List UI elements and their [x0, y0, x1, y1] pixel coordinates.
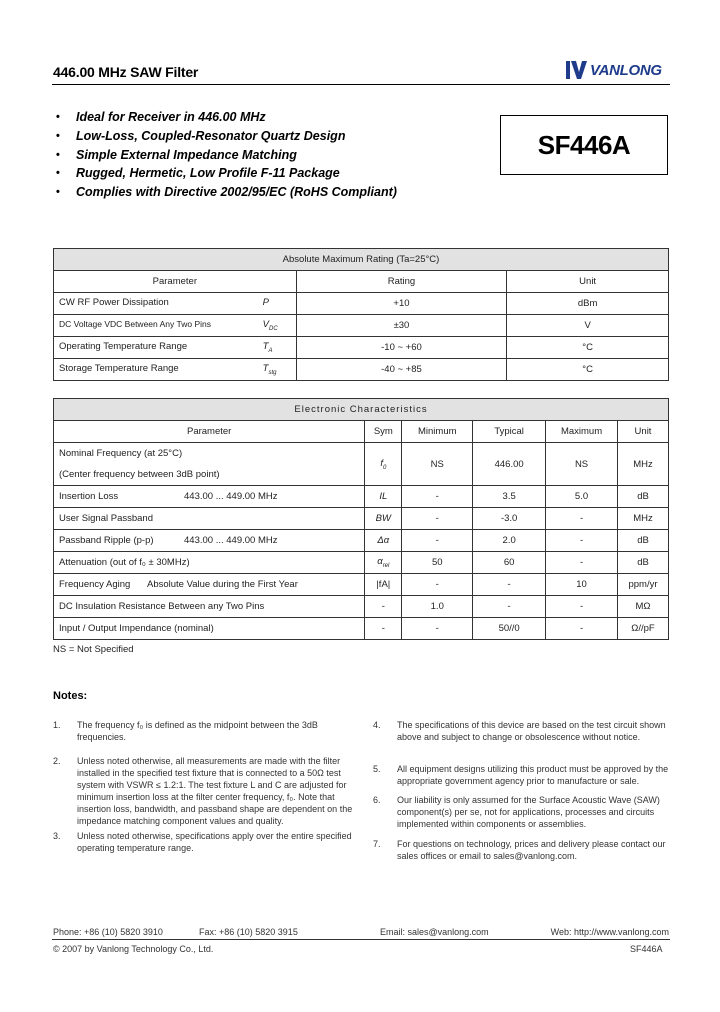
symbol: P	[262, 297, 269, 309]
maximum-value: -	[546, 596, 618, 618]
part-number-box: SF446A	[500, 115, 668, 175]
vanlong-logo-icon	[566, 61, 588, 79]
unit: dB	[618, 486, 669, 508]
bullet-icon: •	[56, 111, 60, 123]
symbol: $T_A$	[262, 341, 273, 354]
typical-value: 50//0	[473, 618, 546, 640]
notes-heading: Notes:	[53, 690, 88, 702]
copyright: © 2007 by Vanlong Technology Co., Ltd.	[53, 944, 214, 954]
typical-value: -3.0	[473, 508, 546, 530]
symbol: -	[365, 618, 402, 640]
maximum-value: -	[546, 618, 618, 640]
maximum-value: -	[546, 530, 618, 552]
ns-footnote: NS = Not Specified	[53, 644, 134, 655]
rating-value: ±30	[296, 315, 507, 337]
column-header: Sym	[365, 421, 402, 443]
feature-item: • Simple External Impedance Matching	[56, 147, 297, 162]
minimum-value: -	[402, 618, 473, 640]
table-row	[54, 293, 669, 315]
bullet-icon: •	[56, 129, 60, 142]
symbol: $T_{stg}$	[262, 363, 277, 376]
parameter-name: CW RF Power Dissipation	[59, 297, 169, 309]
rating-value: -40 ~ +85	[296, 359, 507, 381]
parameter-name: Passband Ripple (p-p)	[59, 535, 154, 546]
column-header: Maximum	[546, 421, 618, 443]
column-header: Rating	[296, 271, 507, 293]
unit: MHz	[618, 443, 669, 486]
table-title: Absolute Maximum Rating (Ta=25°C)	[54, 249, 669, 271]
table-row	[54, 574, 669, 596]
feature-list	[53, 108, 397, 202]
unit: MHz	[618, 508, 669, 530]
symbol: BW	[365, 508, 402, 530]
symbol: IL	[365, 486, 402, 508]
table-row	[54, 552, 669, 574]
table-header-row	[54, 421, 669, 443]
unit: MΩ	[618, 596, 669, 618]
parameter-name: Insertion Loss	[59, 491, 119, 502]
typical-value: -	[473, 596, 546, 618]
column-header: Typical	[473, 421, 546, 443]
minimum-value: -	[402, 486, 473, 508]
brand-logo	[566, 59, 662, 81]
parameter-name: Nominal Frequency (at 25°C)	[59, 448, 183, 459]
table-row	[54, 530, 669, 552]
feature-item: • Low-Loss, Coupled-Resonator Quartz Design	[56, 128, 346, 143]
maximum-value: 10	[546, 574, 618, 596]
feature-item: • Ideal for Receiver in 446.00 MHz	[56, 110, 266, 124]
bullet-icon: •	[56, 148, 60, 161]
column-header: Unit	[618, 421, 669, 443]
minimum-value: -	[402, 508, 473, 530]
parameter-name: DC Voltage VDC Between Any Two Pins	[59, 319, 211, 330]
minimum-value: 50	[402, 552, 473, 574]
symbol: |fA|	[365, 574, 402, 596]
unit: dBm	[507, 293, 669, 315]
footer-divider	[52, 939, 670, 940]
footer-part-number: SF446A	[630, 944, 663, 954]
typical-value: 446.00	[473, 443, 546, 486]
symbol: $V_{DC}$	[262, 319, 278, 332]
footer-fax: Fax: +86 (10) 5820 3915	[199, 927, 298, 937]
symbol: $f_0$	[365, 443, 402, 486]
typical-value: 3.5	[473, 486, 546, 508]
unit: °C	[507, 359, 669, 381]
maximum-value: 5.0	[546, 486, 618, 508]
typical-value: 2.0	[473, 530, 546, 552]
typical-value: 60	[473, 552, 546, 574]
column-header: Unit	[507, 271, 669, 293]
footer-contacts	[53, 927, 669, 939]
unit: ppm/yr	[618, 574, 669, 596]
document-title: 446.00 MHz SAW Filter	[53, 64, 199, 80]
parameter-name: Input / Output Impendance (nominal)	[59, 623, 214, 634]
bullet-icon: •	[56, 167, 60, 180]
parameter-name: User Signal Passband	[59, 513, 153, 524]
symbol: -	[365, 596, 402, 618]
column-header: Minimum	[402, 421, 473, 443]
minimum-value: 1.0	[402, 596, 473, 618]
absolute-maximum-rating-table	[53, 248, 669, 381]
footer-phone: Phone: +86 (10) 5820 3910	[53, 927, 163, 937]
footer-web[interactable]: Web: http://www.vanlong.com	[550, 927, 669, 937]
feature-item: • Rugged, Hermetic, Low Profile F-11 Package	[56, 166, 340, 181]
feature-item: • Complies with Directive 2002/95/EC (RoHS Compliant)	[56, 185, 397, 200]
parameter-name: Operating Temperature Range	[59, 341, 188, 353]
minimum-value: NS	[402, 443, 473, 486]
table-row	[54, 443, 669, 486]
parameter-range: Absolute Value during the First Year	[147, 579, 298, 590]
symbol: Δα	[365, 530, 402, 552]
typical-value: -	[473, 574, 546, 596]
bullet-icon: •	[56, 186, 60, 199]
table-row	[54, 337, 669, 359]
parameter-name: Storage Temperature Range	[59, 363, 179, 375]
parameter-name: DC Insulation Resistance Between any Two Pins	[59, 601, 265, 612]
maximum-value: -	[546, 508, 618, 530]
header-divider	[52, 84, 670, 85]
table-row	[54, 315, 669, 337]
unit: dB	[618, 530, 669, 552]
table-row	[54, 618, 669, 640]
unit: °C	[507, 337, 669, 359]
footer-email[interactable]: Email: sales@vanlong.com	[380, 927, 489, 937]
rating-value: -10 ~ +60	[296, 337, 507, 359]
brand-name: VANLONG	[590, 61, 662, 79]
parameter-range: 443.00 ... 449.00 MHz	[184, 491, 278, 502]
parameter-note: (Center frequency between 3dB point)	[59, 469, 220, 480]
column-header: Parameter	[54, 421, 365, 443]
table-row	[54, 596, 669, 618]
symbol: $\alpha_{rel}$	[365, 552, 402, 574]
table-header-row	[54, 271, 669, 293]
parameter-range: 443.00 ... 449.00 MHz	[184, 535, 278, 546]
parameter-name: Frequency Aging	[59, 579, 131, 590]
electronic-characteristics-table	[53, 398, 669, 640]
maximum-value: NS	[546, 443, 618, 486]
table-row	[54, 486, 669, 508]
minimum-value: -	[402, 530, 473, 552]
column-header: Parameter	[54, 271, 297, 293]
table-row	[54, 508, 669, 530]
rating-value: +10	[296, 293, 507, 315]
unit: Ω//pF	[618, 618, 669, 640]
unit: dB	[618, 552, 669, 574]
minimum-value: -	[402, 574, 473, 596]
unit: V	[507, 315, 669, 337]
maximum-value: -	[546, 552, 618, 574]
parameter-name: Attenuation (out of f₀ ± 30MHz)	[59, 557, 190, 568]
table-row	[54, 359, 669, 381]
table-title: Electronic Characteristics	[54, 399, 669, 421]
